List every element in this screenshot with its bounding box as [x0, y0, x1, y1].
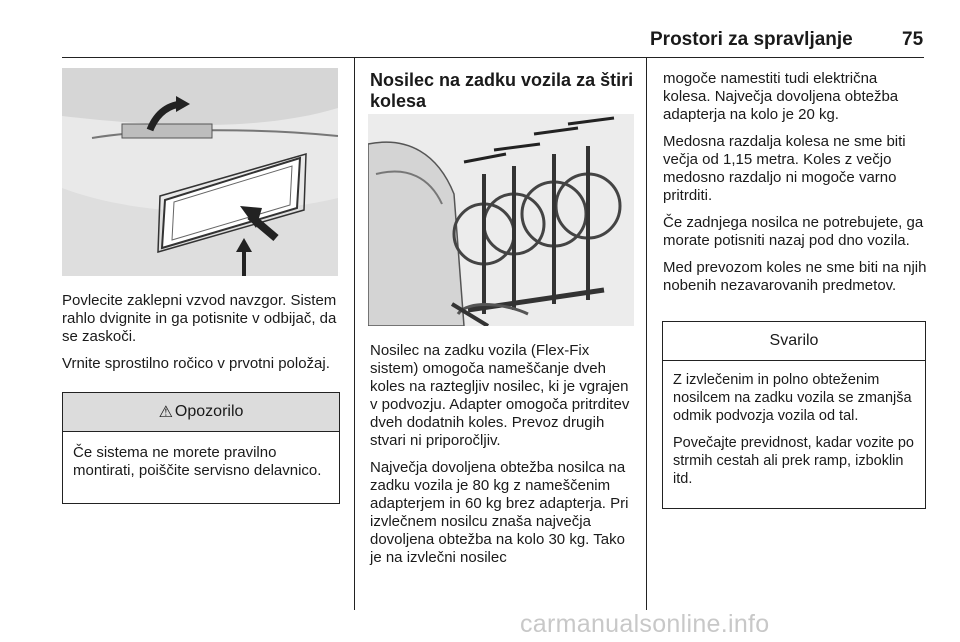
warning-box: [62, 392, 340, 504]
column-1-text: [62, 292, 347, 382]
warning-text: Če sistema ne morete pravilno montirati, poiščite servisno delavnico.: [73, 444, 322, 479]
header-rule: [62, 57, 924, 58]
warning-title: Opozorilo: [174, 403, 244, 420]
caution-box: [662, 321, 926, 509]
column-2-text: [370, 342, 640, 576]
column-3-text: [663, 70, 928, 304]
paragraph: Največja dovoljena obtežba nosilca na zadku vozila je 80 kg z nameščenim adapterjem in 60 kg brez adapterja. Pri izvlečnem nosilcu znaša največja dovoljena obtežba na kolo 30 kg. Tako je na izvlečni nosilec: [370, 459, 629, 566]
paragraph: mogoče namestiti tudi električna kolesa. Največja dovoljena obtežba adapterja na kolo je 20 kg.: [663, 70, 899, 123]
paragraph: Med prevozom koles ne sme biti na njih nobenih nezavarovanih predmetov.: [663, 259, 927, 294]
column-divider-2: [646, 58, 647, 610]
paragraph: Nosilec na zadku vozila (Flex-Fix sistem) omogoča nameščanje dveh koles na raztegljiv nosilec, ki je vgrajen v podvozju. Adapter omogoča pritrditev dveh dodatnih koles. Prevoz drugih stvari ni priporočljiv.: [370, 342, 630, 449]
caution-header: [663, 322, 925, 361]
caution-text: Z izvlečenim in polno obteženim nosilcem na zadku vozila se zmanjša odmik podvozja vozila od tal.: [673, 372, 912, 424]
watermark: carmanualsonline.info: [520, 610, 770, 638]
paragraph: Povlecite zaklepni vzvod navzgor. Sistem rahlo dvignite in ga potisnite v odbijač, da se zaskoči.: [62, 292, 337, 345]
bumper-illustration: [62, 68, 338, 276]
paragraph: Medosna razdalja kolesa ne sme biti večja od 1,15 metra. Koles z večjo medosno razdaljo ni mogoče varno pritrditi.: [663, 133, 906, 204]
page-header: [0, 0, 960, 56]
warning-header: [63, 393, 339, 432]
paragraph: Če zadnjega nosilca ne potrebujete, ga morate potisniti nazaj pod dno vozila.: [663, 214, 924, 249]
column-divider-1: [354, 58, 355, 610]
page-title: Prostori za spravljanje: [650, 29, 853, 50]
bike-carrier-illustration: [368, 114, 634, 326]
section-heading: Nosilec na zadku vozila za štiri kolesa: [370, 70, 634, 111]
paragraph: Vrnite sprostilno ročico v prvotni položaj.: [62, 355, 330, 372]
warning-triangle-icon: ⚠: [158, 404, 173, 421]
caution-title: Svarilo: [769, 332, 819, 349]
caution-text: Povečajte previdnost, kadar vozite po strmih cestah ali prek ramp, izboklin itd.: [673, 435, 914, 487]
page-number: 75: [902, 29, 924, 50]
